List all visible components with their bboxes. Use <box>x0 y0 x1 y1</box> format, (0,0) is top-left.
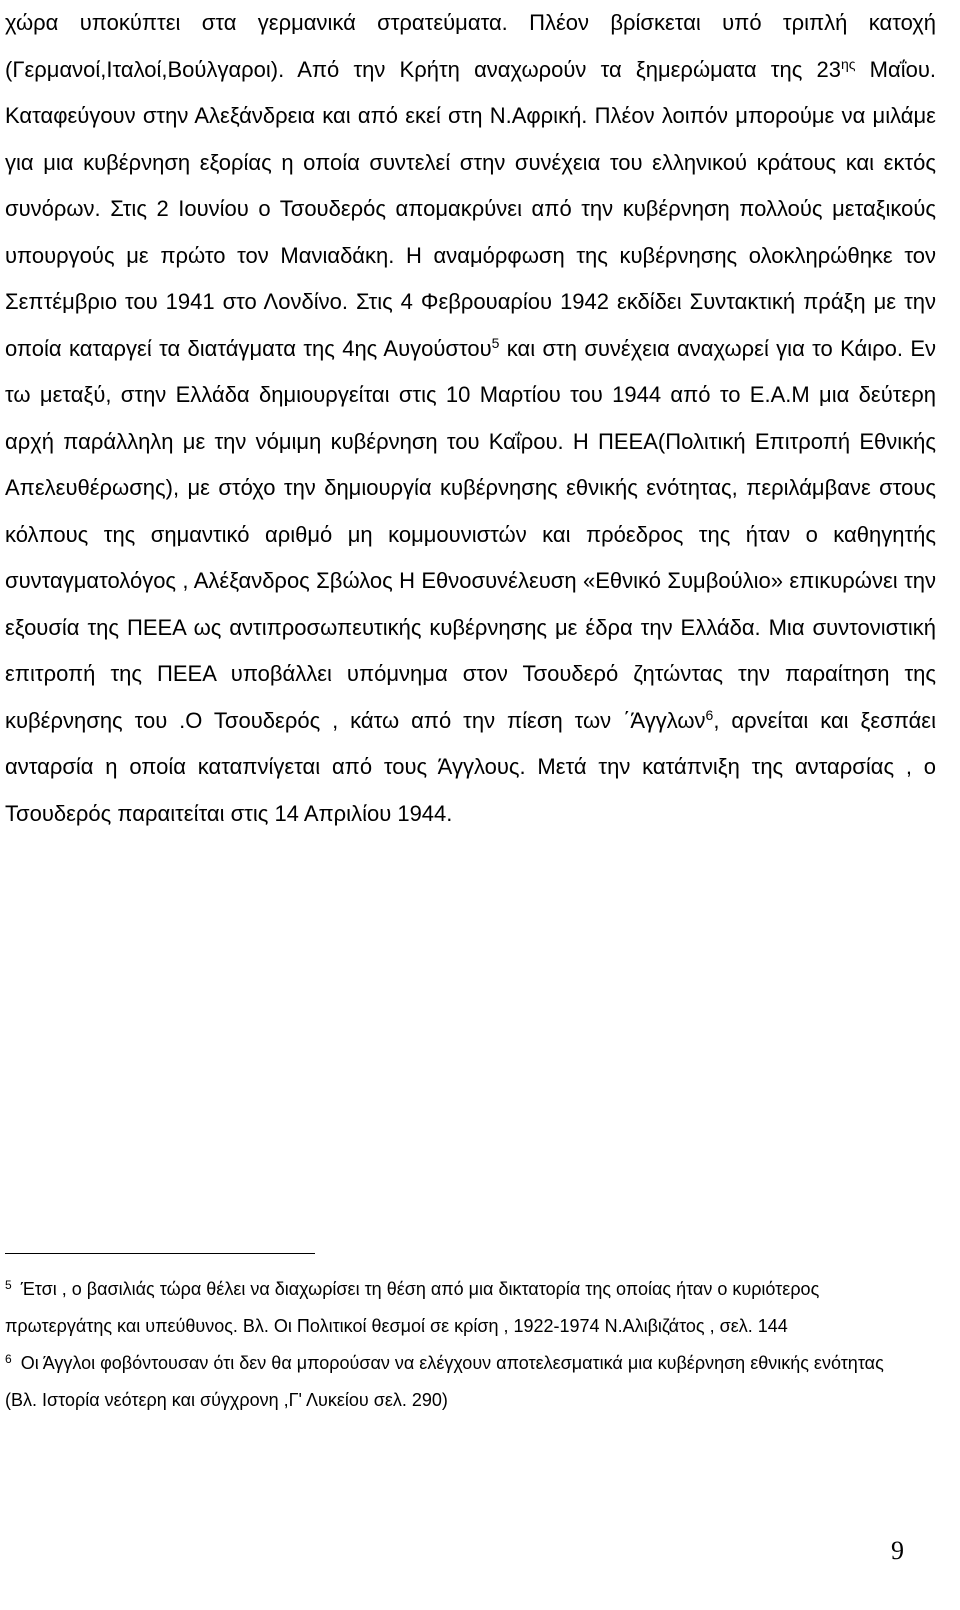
footnote-text: Έτσι , ο βασιλιάς τώρα θέλει να διαχωρίσει τη θέση από μια δικτατορία της οποίας ήταν ο κυριότερος πρωτεργάτης και υπεύθυνος. Βλ. Οι Πολιτικοί θεσμοί σε κρίση , 1922-1974 Ν.Αλιβιζάτος , σελ. 144 <box>5 1279 820 1336</box>
body-text-segment: χώρα υποκύπτει στα γερμανικά στρατεύματα. Πλέον βρίσκεται υπό τριπλή κατοχή (Γερμανοί,Ιταλοί,Βούλγαροι). Από την Κρήτη αναχωρούν τα ξημερώματα της 23 <box>5 10 936 82</box>
footnote-marker: 5 <box>5 1278 12 1292</box>
body-text-segment: και στη συνέχεια αναχωρεί για το Κάιρο. Εν τω μεταξύ, στην Ελλάδα δημιουργείται στις 10 Μαρτίου του 1944 από το Ε.Α.Μ μια δεύτερη αρχή παράλληλη με την νόμιμη κυβέρνηση του Καΐρου. Η ΠΕΕΑ(Πολιτική Επιτροπή Εθνικής Απελευθέρωσης), με στόχο την δημιουργία κυβέρνησης εθνικής ενότητας, περιλάμβανε στους κόλπους της σημαντικό αριθμό μη κομμουνιστών και πρόεδρος της ήταν ο καθηγητής συνταγματολόγος , Αλέξανδρος Σβώλος Η Εθνοσυνέλευση «Εθνικό Συμβούλιο» επικυρώνει την εξουσία της ΠΕΕΑ ως αντιπροσωπευτικής κυβέρνησης με έδρα την Ελλάδα. Μια συντονιστική επιτροπή της ΠΕΕΑ υποβάλλει υπόμνημα στον Τσουδερό ζητώντας την παραίτηση της κυβέρνησης του .Ο Τσουδερός , κάτω από την πίεση των ΄Άγγλων <box>5 335 937 733</box>
footnote-5 <box>5 1271 905 1345</box>
page-number: 9 <box>891 1536 904 1565</box>
footnote-text: Οι Άγγλοι φοβόντουσαν ότι δεν θα μπορούσαν να ελέγχουν αποτελεσματικά μια κυβέρνηση εθνικής ενότητας (Βλ. Ιστορία νεότερη και σύγχρονη ,Γ' Λυκείου σελ. 290) <box>5 1353 884 1410</box>
footnotes <box>5 1271 905 1419</box>
body-text-segment: , αρνείται και ξεσπάει ανταρσία η οποία καταπνίγεται από τους Άγγλους. Μετά την κατάπνιξη της ανταρσίας , ο Τσουδερός παραιτείται στις 14 Απριλίου 1944. <box>5 707 937 826</box>
footnote-reference-6[interactable]: 6 <box>705 706 714 723</box>
body-text <box>5 0 936 837</box>
body-text-segment: Μαΐου. Καταφεύγουν στην Αλεξάνδρεια και από εκεί στη Ν.Αφρική. Πλέον λοιπόν μπορούμε να μιλάμε για μια κυβέρνηση εξορίας η οποία συντελεί στην συνέχεια του ελληνικού κράτους και εκτός συνόρων. Στις 2 Ιουνίου ο Τσουδερός απομακρύνει από την κυβέρνηση πολλούς μεταξικούς υπουργούς με πρώτο τον Μανιαδάκη. Η αναμόρφωση της κυβέρνησης ολοκληρώθηκε τον Σεπτέμβριο του 1941 στο Λονδίνο. Στις 4 Φεβρουαρίου 1942 εκδίδει Συντακτική πράξη με την οποία καταργεί τα διατάγματα της 4ης Αυγούστου <box>5 56 936 361</box>
footnote-separator <box>5 1253 315 1254</box>
body-paragraph <box>5 0 936 837</box>
footnote-marker: 6 <box>5 1352 12 1366</box>
footnote-reference-5[interactable]: 5 <box>491 334 500 351</box>
ordinal-suffix: ης <box>840 55 856 72</box>
footnote-6 <box>5 1345 905 1419</box>
